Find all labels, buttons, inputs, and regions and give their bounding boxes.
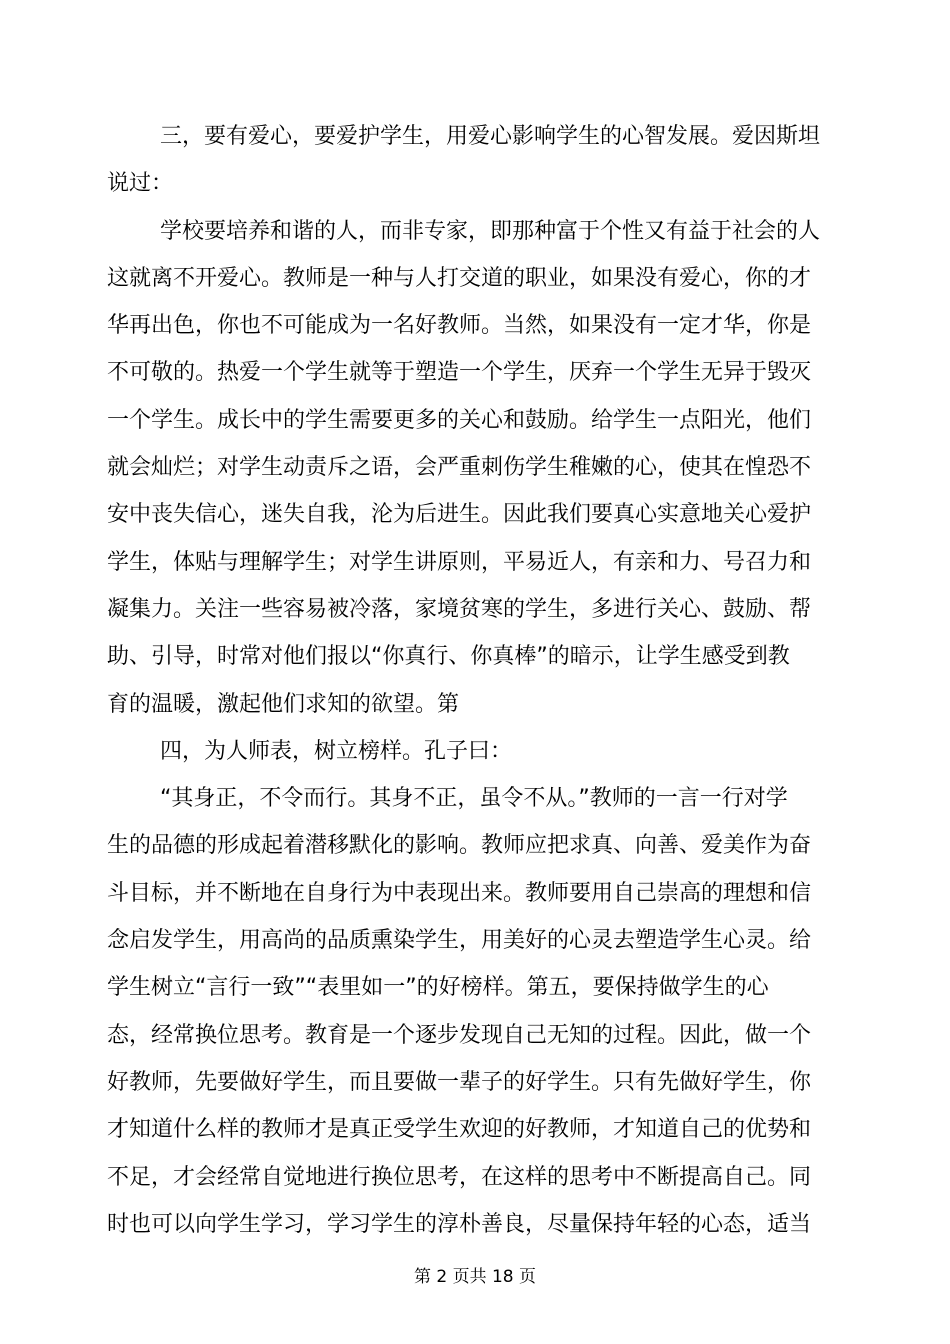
text-line: 就会灿烂；对学生动责斥之语，会严重刺伤学生稚嫩的心，使其在惶恐不 [107, 455, 812, 481]
text-line: 学生树立“言行一致”“表里如一”的好榜样。第五，要保持做学生的心 [107, 975, 769, 1001]
text-line: 态，经常换位思考。教育是一个逐步发现自己无知的过程。因此，做一个 [107, 1022, 812, 1048]
text-line: 斗目标，并不断地在自身行为中表现出来。教师要用自己崇高的理想和信 [107, 880, 812, 906]
text-line: “其身正，不令而行。其身不正，虽令不从。”教师的一言一行对学 [160, 786, 788, 812]
text-line: 学校要培养和谐的人，而非专家，即那种富于个性又有益于社会的人 [160, 218, 821, 244]
text-line: 华再出色，你也不可能成为一名好教师。当然，如果没有一定才华，你是 [107, 313, 812, 339]
page-number-footer: 第 2 页共 18 页 [413, 1267, 537, 1287]
text-line: 一个学生。成长中的学生需要更多的关心和鼓励。给学生一点阳光，他们 [107, 407, 812, 433]
text-line: 学生，体贴与理解学生；对学生讲原则，平易近人，有亲和力、号召力和 [107, 549, 812, 575]
text-line: 安中丧失信心，迷失自我，沦为后进生。因此我们要真心实意地关心爱护 [107, 502, 812, 528]
text-line: 念启发学生，用高尚的品质熏染学生，用美好的心灵去塑造学生心灵。给 [107, 928, 812, 954]
text-line: 时也可以向学生学习，学习学生的淳朴善良，尽量保持年轻的心态，适当 [107, 1211, 812, 1237]
text-line: 不可敬的。热爱一个学生就等于塑造一个学生，厌弃一个学生无异于毁灭 [107, 360, 812, 386]
text-line: 凝集力。关注一些容易被冷落，家境贫寒的学生，多进行关心、鼓励、帮 [107, 596, 812, 622]
text-line: 说过： [107, 171, 174, 197]
text-line: 育的温暖，激起他们求知的欲望。第 [107, 691, 460, 717]
text-line: 三，要有爱心，要爱护学生，用爱心影响学生的心智发展。爱因斯坦 [160, 124, 821, 149]
text-line: 才知道什么样的教师才是真正受学生欢迎的好教师，才知道自己的优势和 [107, 1117, 812, 1143]
text-line: 好教师，先要做好学生，而且要做一辈子的好学生。只有先做好学生，你 [107, 1069, 812, 1095]
text-line: 不足，才会经常自觉地进行换位思考，在这样的思考中不断提高自己。同 [107, 1164, 812, 1190]
text-line: 四，为人师表，树立榜样。孔子曰： [160, 738, 513, 764]
text-line: 助、引导，时常对他们报以“你真行、你真棒”的暗示，让学生感受到教 [107, 644, 790, 670]
text-line: 生的品德的形成起着潜移默化的影响。教师应把求真、向善、爱美作为奋 [107, 833, 812, 859]
document-body [107, 113, 841, 1248]
text-line: 这就离不开爱心。教师是一种与人打交道的职业，如果没有爱心，你的才 [107, 265, 812, 291]
